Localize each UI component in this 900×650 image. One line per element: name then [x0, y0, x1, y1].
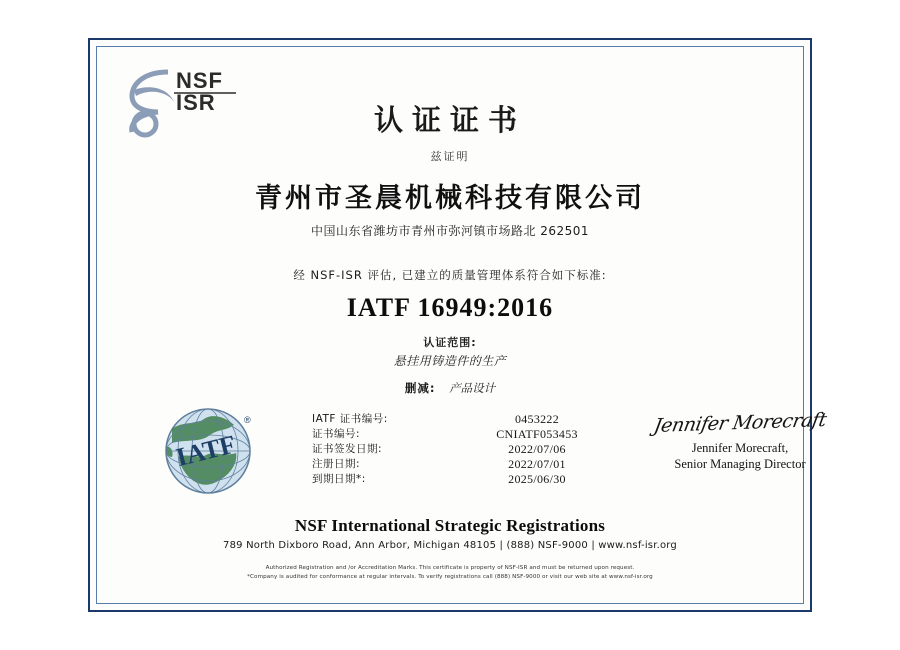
- certificate-details: [312, 412, 612, 487]
- signature-block: [650, 409, 830, 472]
- detail-value: 2022/07/01: [508, 457, 566, 471]
- fine-print-line-2: *Company is audited for conformance at regular intervals. To verify registrations call (888) NSF-9000 or visit our web site at www.nsf-isr.org: [247, 574, 653, 580]
- exclusion-label: 删减:: [404, 381, 436, 395]
- footer-organization: NSF International Strategic Registrations: [294, 516, 606, 535]
- signatory-name: Jennifer Morecraft,: [691, 441, 789, 455]
- company-address: 中国山东省潍坊市青州市弥河镇市场路北 262501: [310, 224, 590, 238]
- signatory-title: Senior Managing Director: [674, 457, 806, 471]
- iatf-mark-text: IATF: [173, 429, 239, 473]
- signature-image: Jennifer Morecraft: [652, 409, 828, 437]
- details-row: [312, 427, 612, 442]
- detail-value: 2025/06/30: [508, 472, 566, 486]
- detail-label: 到期日期*:: [312, 473, 366, 485]
- detail-label: IATF 证书编号:: [312, 413, 388, 425]
- svg-text:ISR: ISR: [176, 90, 216, 115]
- company-name: 青州市圣晨机械科技有限公司: [255, 183, 645, 214]
- footer-address: 789 North Dixboro Road, Ann Arbor, Michigan 48105 | (888) NSF-9000 | www.nsf-isr.org: [223, 540, 677, 551]
- footer-fine-print: [90, 564, 810, 582]
- detail-value: CNIATF053453: [496, 427, 578, 441]
- svg-text:®: ®: [244, 415, 251, 425]
- iatf-globe-icon: [152, 395, 264, 507]
- certificate-subtitle: 兹证明: [430, 150, 470, 163]
- certificate-title: 认证证书: [373, 103, 526, 137]
- standard-name: IATF 16949:2016: [346, 293, 554, 322]
- exclusion-value: 产品设计: [449, 381, 496, 395]
- exclusion-row: [90, 380, 810, 396]
- details-row: [312, 412, 612, 427]
- scope-value: 悬挂用铸造件的生产: [393, 354, 507, 368]
- detail-label: 注册日期:: [312, 458, 361, 470]
- detail-label: 证书编号:: [312, 428, 361, 440]
- assessment-statement: 经 NSF-ISR 评估, 已建立的质量管理体系符合如下标准:: [293, 268, 607, 282]
- scope-label: 认证范围:: [423, 336, 477, 349]
- fine-print-line-1: Authorized Registration and /or Accreditation Marks. This certificate is property of NSF-ISR and must be returned upon request.: [265, 565, 635, 571]
- details-row: [312, 442, 612, 457]
- detail-value: 2022/07/06: [508, 442, 566, 456]
- certificate-border-outer: [88, 38, 828, 612]
- details-row: [312, 472, 612, 487]
- details-row: [312, 457, 612, 472]
- svg-text:NSF: NSF: [176, 68, 223, 93]
- detail-label: 证书签发日期:: [312, 443, 383, 455]
- detail-value: 0453222: [514, 412, 560, 426]
